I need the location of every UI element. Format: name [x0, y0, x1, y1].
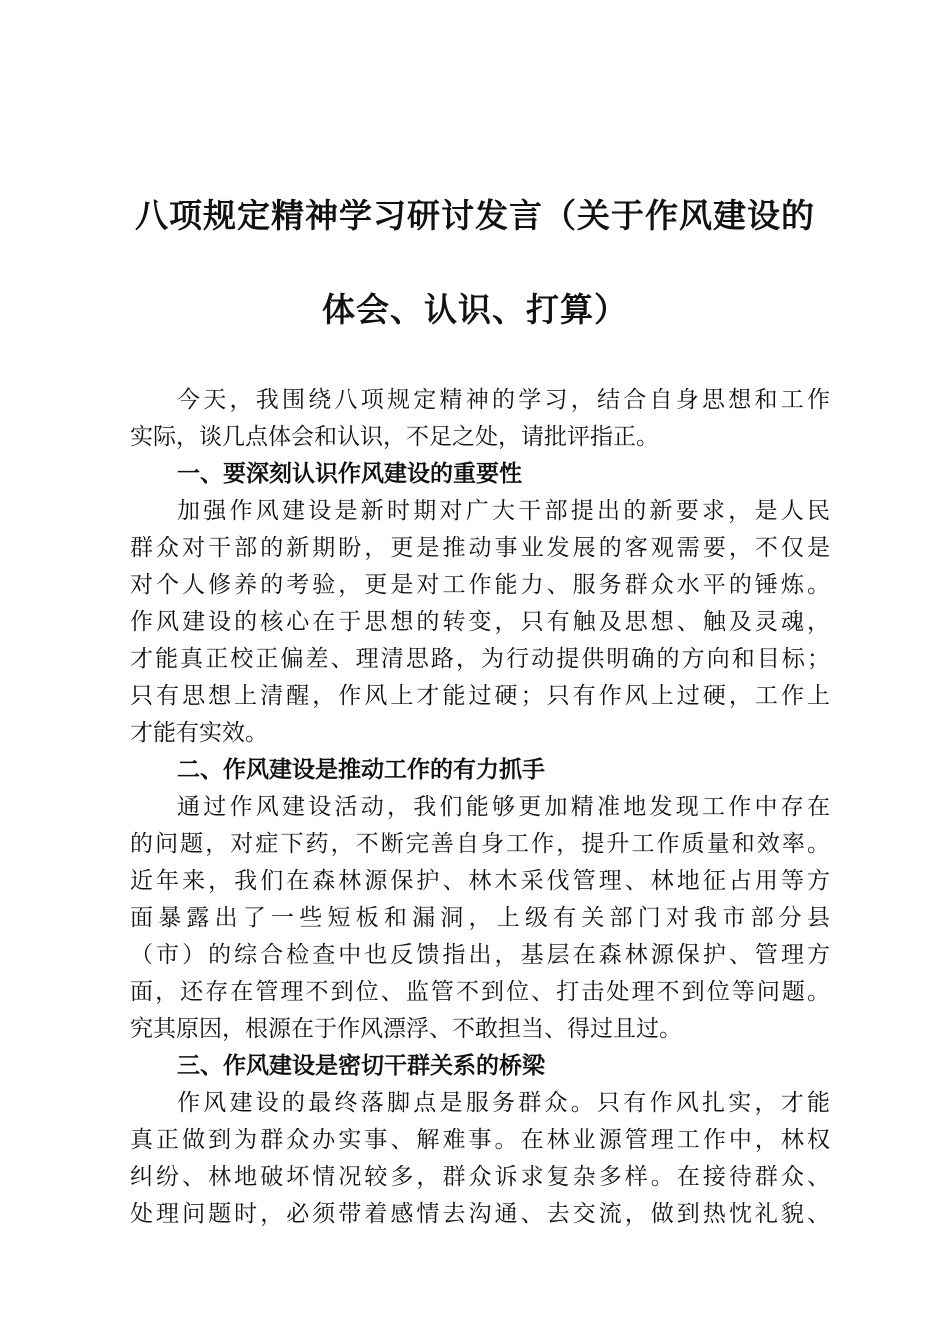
- paragraph-line: 真正做到为群众办实事、解难事。在林业源管理工作中，林权: [130, 1127, 830, 1153]
- document-title-line-1: 八项规定精神学习研讨发言（关于作风建设的: [135, 196, 815, 235]
- paragraph-line: 群众对干部的新期盼，更是推动事业发展的客观需要，不仅是: [130, 535, 830, 561]
- paragraph-line: （市）的综合检查中也反馈指出，基层在森林源保护、管理方: [130, 942, 830, 968]
- paragraph-line: 面，还存在管理不到位、监管不到位、打击处理不到位等问题。: [130, 979, 830, 1005]
- paragraph-line: 才能有实效。: [130, 720, 268, 746]
- paragraph-line: 只有思想上清醒，作风上才能过硬；只有作风上过硬，工作上: [130, 683, 830, 709]
- section-heading: 一、要深刻认识作风建设的重要性: [177, 461, 522, 487]
- paragraph-line: 才能真正校正偏差、理清思路，为行动提供明确的方向和目标；: [130, 646, 830, 672]
- paragraph-line: 纠纷、林地破坏情况较多，群众诉求复杂多样。在接待群众、: [130, 1164, 830, 1190]
- section-heading: 二、作风建设是推动工作的有力抓手: [177, 757, 545, 783]
- paragraph-line: 作风建设的最终落脚点是服务群众。只有作风扎实，才能: [177, 1090, 830, 1116]
- paragraph-line: 处理问题时，必须带着感情去沟通、去交流，做到热忱礼貌、: [130, 1201, 830, 1227]
- document-title-line-2: 体会、认识、打算）: [322, 290, 628, 329]
- paragraph-line: 对个人修养的考验，更是对工作能力、服务群众水平的锤炼。: [130, 572, 830, 598]
- paragraph-line: 加强作风建设是新时期对广大干部提出的新要求，是人民: [177, 498, 830, 524]
- paragraph-line: 的问题，对症下药，不断完善自身工作，提升工作质量和效率。: [130, 831, 830, 857]
- paragraph-line: 通过作风建设活动，我们能够更加精准地发现工作中存在: [177, 794, 830, 820]
- paragraph-line: 近年来，我们在森林源保护、林木采伐管理、林地征占用等方: [130, 868, 830, 894]
- section-heading: 三、作风建设是密切干群关系的桥梁: [177, 1053, 545, 1079]
- intro-line: 今天，我围绕八项规定精神的学习，结合自身思想和工作: [177, 387, 830, 413]
- paragraph-line: 面暴露出了一些短板和漏洞，上级有关部门对我市部分县: [130, 905, 830, 931]
- intro-line: 实际，谈几点体会和认识，不足之处，请批评指正。: [130, 424, 659, 450]
- paragraph-line: 作风建设的核心在于思想的转变，只有触及思想、触及灵魂，: [130, 609, 830, 635]
- document-body: [130, 382, 830, 1233]
- paragraph-line: 究其原因，根源在于作风漂浮、不敢担当、得过且过。: [130, 1016, 682, 1042]
